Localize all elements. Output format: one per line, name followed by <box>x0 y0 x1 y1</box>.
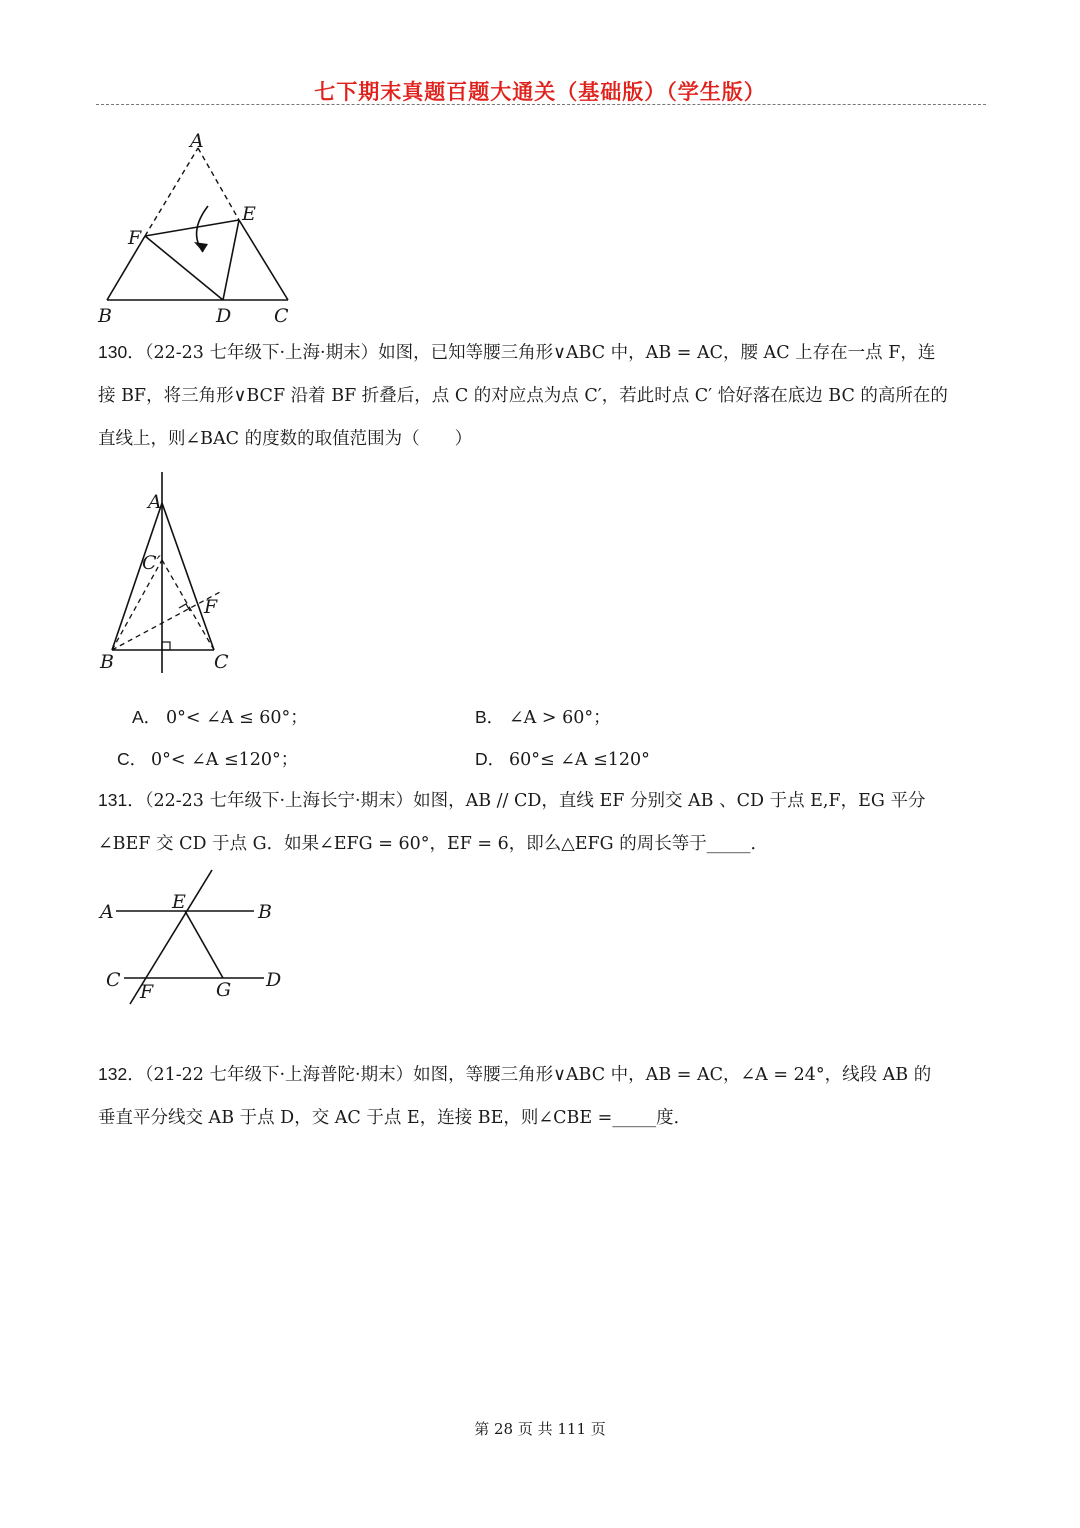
option-b[interactable] <box>475 704 611 729</box>
question-131-number: 131． <box>98 790 145 810</box>
fig130-label-C: C <box>214 651 229 673</box>
fig129-label-E: E <box>242 203 256 225</box>
fig131-label-F: F <box>140 981 154 1003</box>
option-c-label: C． <box>117 749 148 769</box>
fig131-label-G: G <box>216 979 232 1001</box>
page-footer: 第 28 页 共 111 页 <box>474 1420 606 1438</box>
question-130 <box>98 331 980 461</box>
fig129-label-B: B <box>98 305 112 327</box>
fig130-label-C-prime: C′ <box>142 552 161 574</box>
fig129-label-C: C <box>274 305 289 327</box>
option-a-text: 0°< ∠A ≤ 60°； <box>166 708 308 728</box>
question-130-line1 <box>98 331 980 375</box>
question-132 <box>98 1053 980 1140</box>
document-header-title: 七下期末真题百题大通关（基础版）（学生版） <box>314 80 766 104</box>
question-132-source: （21-22 七年级下·上海普陀·期末） <box>144 1065 414 1085</box>
fig130-label-A: A <box>148 491 162 513</box>
fig129-label-A: A <box>190 130 204 152</box>
question-131 <box>98 779 980 866</box>
fig131-label-D: D <box>266 969 282 991</box>
fig129-label-D: D <box>216 305 232 327</box>
figure-parallel-lines <box>96 866 296 1008</box>
fig129-label-F: F <box>128 227 142 249</box>
question-132-number: 132． <box>98 1064 145 1084</box>
fig131-label-B: B <box>258 901 272 923</box>
question-130-number: 130． <box>98 342 145 362</box>
option-a-label: A． <box>132 707 162 727</box>
option-a[interactable] <box>132 704 308 729</box>
question-131-line2: ∠BEF 交 CD 于点 G．如果∠EFG = 60°，EF = 6，即么△EFG 的周长等于_____． <box>98 834 768 854</box>
question-132-text1: 如图，等腰三角形∨ABC 中，AB = AC，∠A = 24°，线段 AB 的 <box>413 1065 932 1085</box>
question-130-text1: 如图，已知等腰三角形∨ABC 中，AB = AC，腰 AC 上存在一点 F，连 <box>378 343 936 363</box>
option-c-text: 0°< ∠A ≤120°； <box>151 750 299 770</box>
option-b-text: ∠A > 60°； <box>509 708 611 728</box>
figure-isosceles-fold <box>90 468 240 678</box>
question-130-source: （22-23 七年级下·上海·期末） <box>144 343 379 363</box>
option-d-text: 60°≤ ∠A ≤120° <box>509 750 650 770</box>
fig130-label-B: B <box>100 651 114 673</box>
question-132-line2: 垂直平分线交 AB 于点 D，交 AC 于点 E，连接 BE，则∠CBE =_____度． <box>98 1108 692 1128</box>
question-132-line1 <box>98 1053 980 1097</box>
option-c[interactable] <box>117 746 298 771</box>
option-d[interactable] <box>475 746 650 771</box>
question-131-text1: 如图，AB // CD，直线 EF 分别交 AB 、CD 于点 E,F，EG 平分 <box>413 791 926 811</box>
question-131-line1 <box>98 779 980 823</box>
option-d-label: D． <box>475 749 506 769</box>
question-130-line2: 接 BF，将三角形∨BCF 沿着 BF 折叠后，点 C 的对应点为点 C′，若此时点 C′ 恰好落在底边 BC 的高所在的 <box>98 386 948 406</box>
question-131-source: （22-23 七年级下·上海长宁·期末） <box>144 791 414 811</box>
header-divider <box>96 104 986 105</box>
fig131-label-C: C <box>106 969 121 991</box>
fig131-label-E: E <box>172 891 186 913</box>
fig130-label-F: F <box>204 596 218 618</box>
fig131-label-A: A <box>100 901 114 923</box>
option-b-label: B． <box>475 707 505 727</box>
question-130-line3: 直线上，则∠BAC 的度数的取值范围为（ ） <box>98 429 473 449</box>
figure-folded-triangle <box>90 128 310 328</box>
